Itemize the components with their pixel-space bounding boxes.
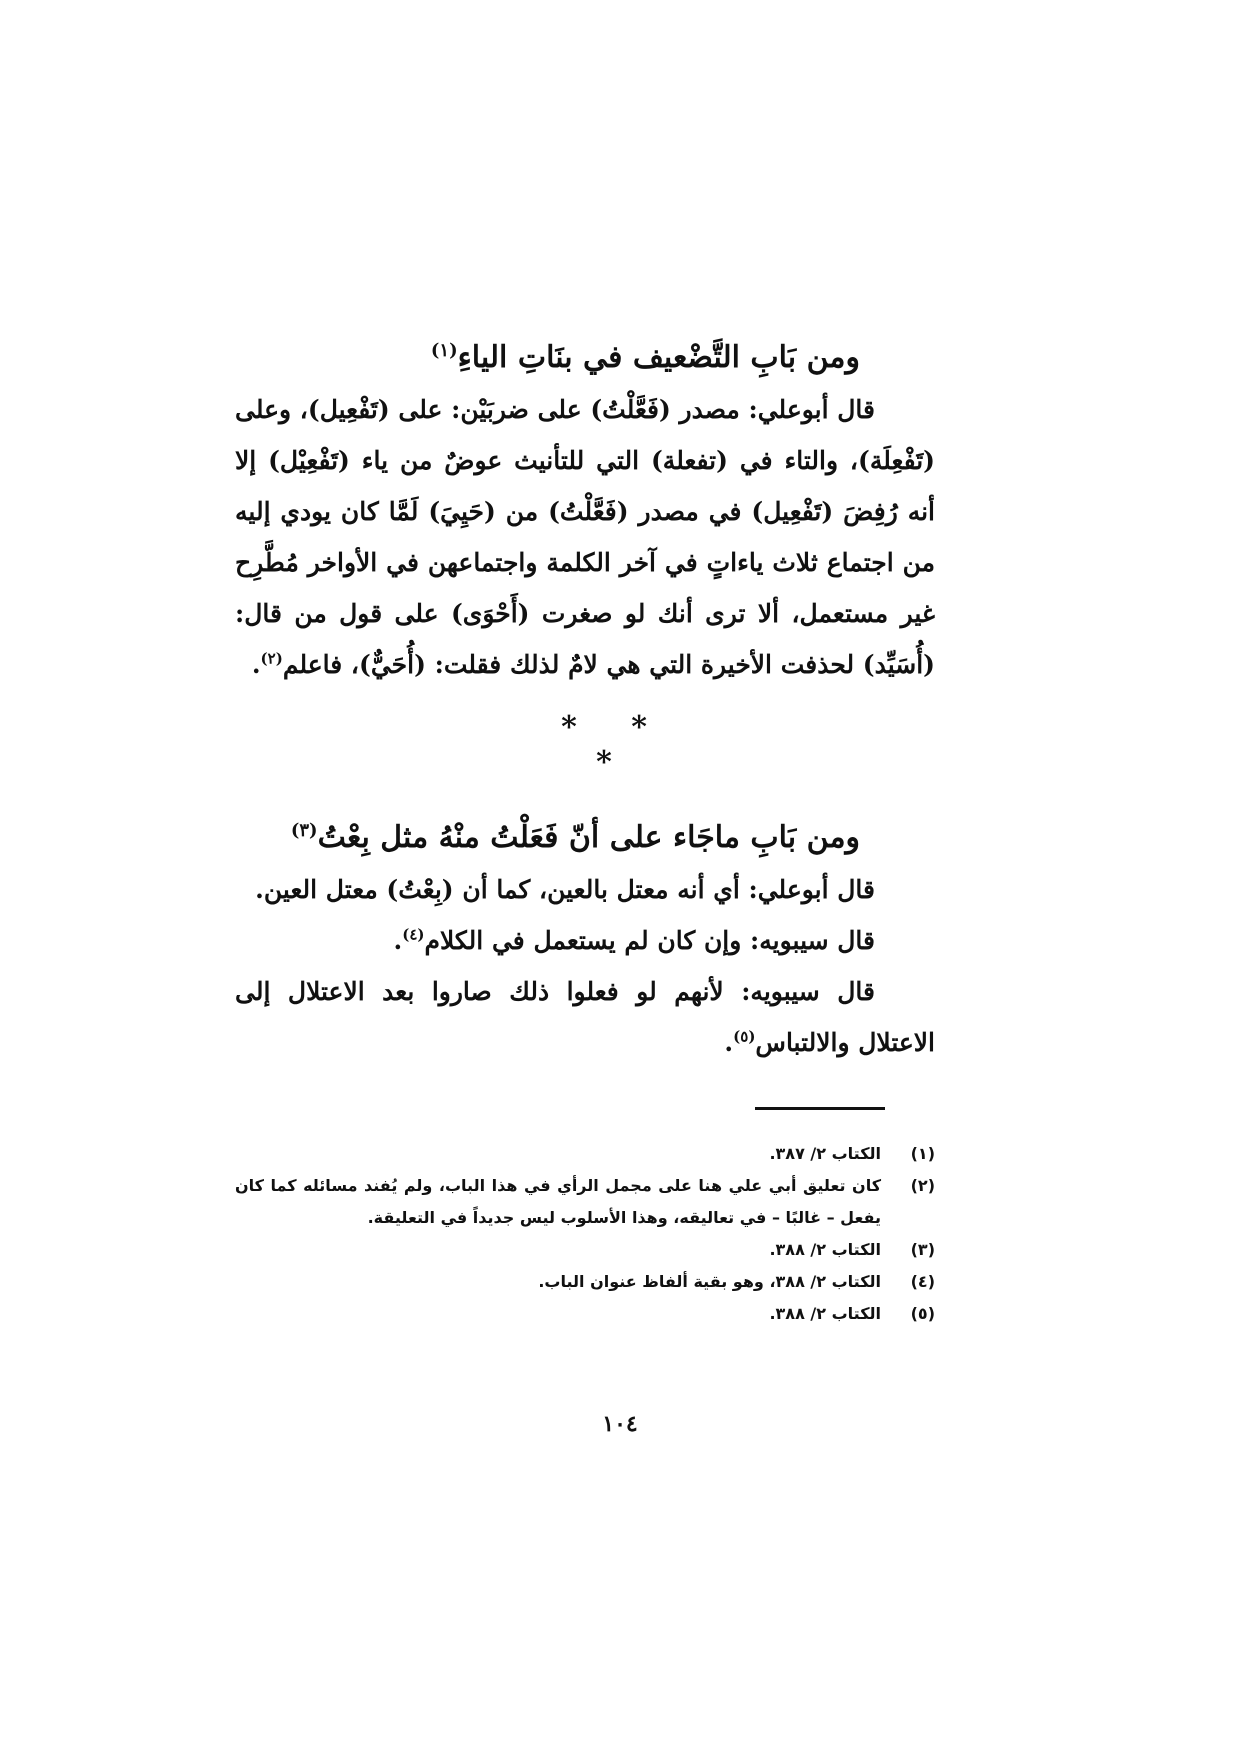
footnote-text: كان تعليق أبي علي هنا على مجمل الرأي في هذا الباب، ولم يُفند مسائله كما كان يفعل – غالبًا – في تعاليقه، وهذا الأسلوب ليس جديداً في التعليقة. xyxy=(235,1176,881,1227)
footnotes xyxy=(235,1138,935,1330)
footnote xyxy=(235,1170,935,1234)
footnote-ref: (٥) xyxy=(733,1027,756,1046)
section-heading-text: ومن بَابِ ماجَاء على أنّ فَعَلْتُ منْهُ مثل بِعْتُ xyxy=(317,820,860,855)
paragraph xyxy=(235,384,935,690)
paragraph xyxy=(235,864,935,915)
footnote-ref: (٤) xyxy=(402,925,425,944)
paragraph-text: قال سيبويه: لأنهم لو فعلوا ذلك صاروا بعد الاعتلال إلى الاعتلال والالتباس xyxy=(235,977,935,1057)
page-number: ١٠٤ xyxy=(602,1411,638,1437)
section-ma-jaa xyxy=(235,818,935,1068)
paragraph xyxy=(235,966,935,1068)
footnote-divider xyxy=(755,1107,885,1110)
footnote-text: الكتاب ٢/ ٣٨٨. xyxy=(769,1304,881,1323)
footnote-text: الكتاب ٢/ ٣٨٨، وهو بقية ألفاظ عنوان الباب. xyxy=(538,1272,881,1291)
footnote-number: (٢) xyxy=(910,1176,935,1195)
paragraph-text: قال أبوعلي: مصدر (فَعَّلْتُ) على ضربَيْن: على (تَفْعِيل)، وعلى (تَفْعِلَة)، والتاء في (تفعلة) التي للتأنيث عوضٌ من ياء (تَفْعِيْل) إلا أنه رُفِضَ (تَفْعِيل) في مصدر (فَعَّلْتُ) من (حَيِيَ) لَمَّا كان يودي إليه من اجتماع ثلاث ياءاتٍ في آخر الكلمة واجتماعهن في الأواخر مُطَّرِح غير مستعمل، ألا ترى أنك لو صغرت (أَحْوَى) على قول من قال: (أُسَيِّد) لحذفت الأخيرة التي هي لامٌ لذلك فقلت: (أُحَيٌّ)، فاعلم xyxy=(234,395,935,679)
footnote-number: (٣) xyxy=(910,1240,935,1259)
section-taduif xyxy=(235,338,935,690)
footnote-ref: (٢) xyxy=(260,649,283,668)
footnote xyxy=(235,1266,935,1298)
footnote xyxy=(235,1234,935,1266)
footnote xyxy=(235,1138,935,1170)
footnote-ref: (١) xyxy=(430,340,458,361)
footnote-text: الكتاب ٢/ ٣٨٧. xyxy=(769,1144,881,1163)
footnote xyxy=(235,1298,935,1330)
paragraph-text: قال سيبويه: وإن كان لم يستعمل في الكلام xyxy=(424,926,875,955)
paragraph-end: . xyxy=(393,926,403,955)
paragraph-end: . xyxy=(251,650,261,679)
section-separator: * * * xyxy=(561,710,669,780)
section-heading xyxy=(235,338,935,378)
footnote-number: (١) xyxy=(910,1144,935,1163)
paragraph-end: . xyxy=(724,1028,734,1057)
paragraph xyxy=(235,915,935,966)
footnote-text: الكتاب ٢/ ٣٨٨. xyxy=(769,1240,881,1259)
footnote-number: (٥) xyxy=(910,1304,935,1323)
footnote-number: (٤) xyxy=(910,1272,935,1291)
paragraph-text: قال أبوعلي: أي أنه معتل بالعين، كما أن (بِعْتُ) معتل العين. xyxy=(255,875,875,904)
footnote-ref: (٣) xyxy=(290,820,318,841)
section-heading xyxy=(235,818,935,858)
section-heading-text: ومن بَابِ التَّضْعيف في بنَاتِ الياءِ xyxy=(457,340,860,375)
